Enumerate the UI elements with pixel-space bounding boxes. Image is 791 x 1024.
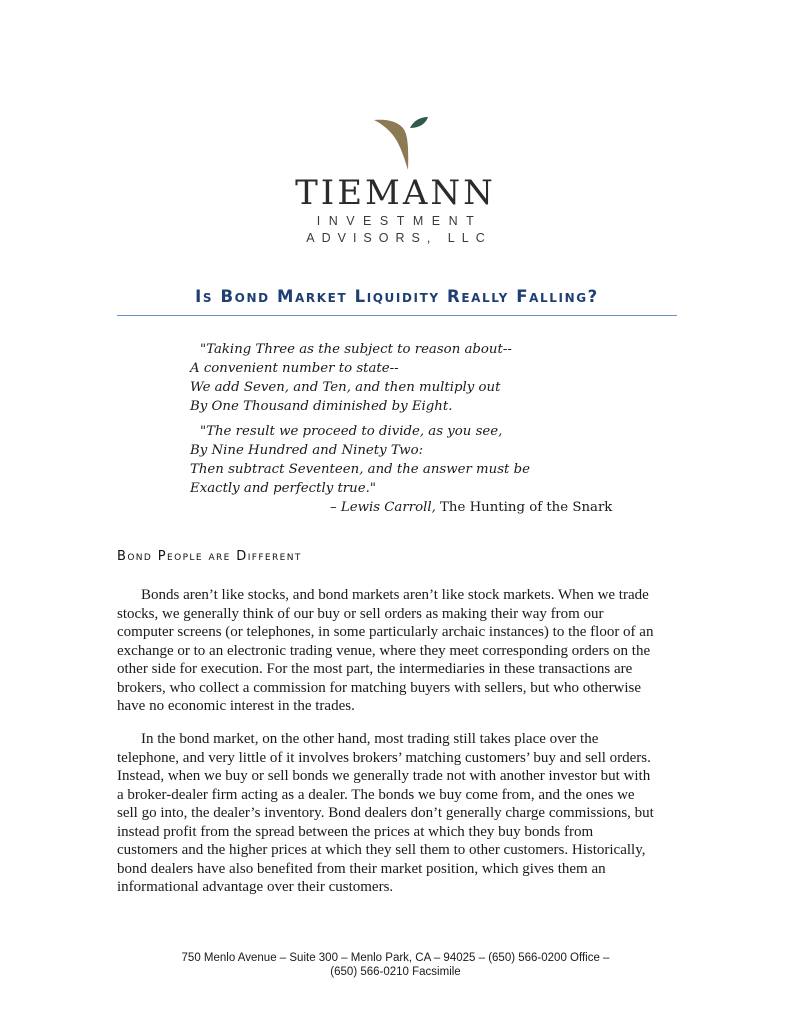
paragraph-line: informational advantage over their customers.	[117, 879, 394, 895]
paragraph-line: computer screens (or telephones, in some particularly archaic instances) to the floor of an	[117, 624, 654, 640]
epigraph	[190, 340, 630, 504]
attribution-author: – Lewis Carroll,	[330, 500, 436, 515]
paragraph-line: have no economic interest in the trades.	[117, 698, 355, 714]
document-title: Is Bond Market Liquidity Really Falling?	[195, 287, 599, 306]
title-divider	[117, 315, 677, 316]
epigraph-line: Exactly and perfectly true."	[190, 481, 376, 496]
epigraph-line: By One Thousand diminished by Eight.	[190, 399, 453, 414]
epigraph-line: "Taking Three as the subject to reason about--	[200, 342, 512, 357]
paragraph-1	[117, 586, 677, 716]
epigraph-line: A convenient number to state--	[190, 361, 399, 376]
paragraph-line: In the bond market, on the other hand, most trading still takes place over the	[141, 731, 599, 747]
section-heading: Bond People are Different	[117, 549, 302, 564]
footer-address: 750 Menlo Avenue – Suite 300 – Menlo Park, CA – 94025 – (650) 566-0200 Office –	[181, 952, 610, 964]
paragraph-line: a broker-dealer firm acting as a dealer. The bonds we buy come from, and the ones we	[117, 786, 635, 803]
paragraph-line: exchange or to an electronic trading venue, where they meet corresponding orders on the	[117, 642, 651, 659]
attribution-work: The Hunting of the Snark	[435, 500, 613, 515]
paragraph-2	[117, 730, 677, 897]
logo-line-investment: INVESTMENT	[316, 214, 483, 228]
epigraph-stanza	[190, 422, 630, 498]
logo-name: TIEMANN	[295, 173, 496, 213]
epigraph-line: We add Seven, and Ten, and then multiply out	[190, 380, 501, 395]
paragraph-line: sell go into, the dealer’s inventory. Bond dealers don’t generally charge commissions, but	[117, 805, 654, 821]
paragraph-line: instead profit from the spread between the prices at which they buy bonds from	[117, 823, 594, 840]
epigraph-line: By Nine Hundred and Ninety Two:	[190, 443, 424, 458]
epigraph-line: "The result we proceed to divide, as you see,	[200, 424, 503, 439]
epigraph-line: Then subtract Seventeen, and the answer must be	[190, 462, 530, 477]
paragraph-line: Instead, when we buy or sell bonds we generally trade not with another investor but with	[117, 768, 651, 784]
page-footer	[0, 951, 791, 979]
paragraph-line: telephone, and very little of it involves brokers’ matching customers’ buy and sell orders.	[117, 749, 651, 766]
epigraph-attribution	[330, 498, 620, 517]
logo-line-advisors: ADVISORS, LLC	[306, 231, 492, 245]
paragraph-line: bond dealers have also benefited from their market position, which gives them an	[117, 860, 606, 877]
paragraph-line: brokers, who collect a commission for matching buyers with sellers, but who otherwise	[117, 679, 642, 696]
company-logo-icon	[372, 114, 430, 172]
paragraph-line: Bonds aren’t like stocks, and bond markets aren’t like stock markets. When we trade	[141, 587, 649, 603]
paragraph-line: stocks, we generally think of our buy or sell orders as making their way from our	[117, 605, 604, 622]
epigraph-stanza	[190, 340, 630, 416]
footer-fax: (650) 566-0210 Facsimile	[330, 966, 461, 978]
paragraph-line: other side for execution. For the most part, the intermediaries in these transactions are	[117, 661, 633, 677]
paragraph-line: customers and the higher prices at which they sell them to other customers. Historically,	[117, 842, 646, 858]
